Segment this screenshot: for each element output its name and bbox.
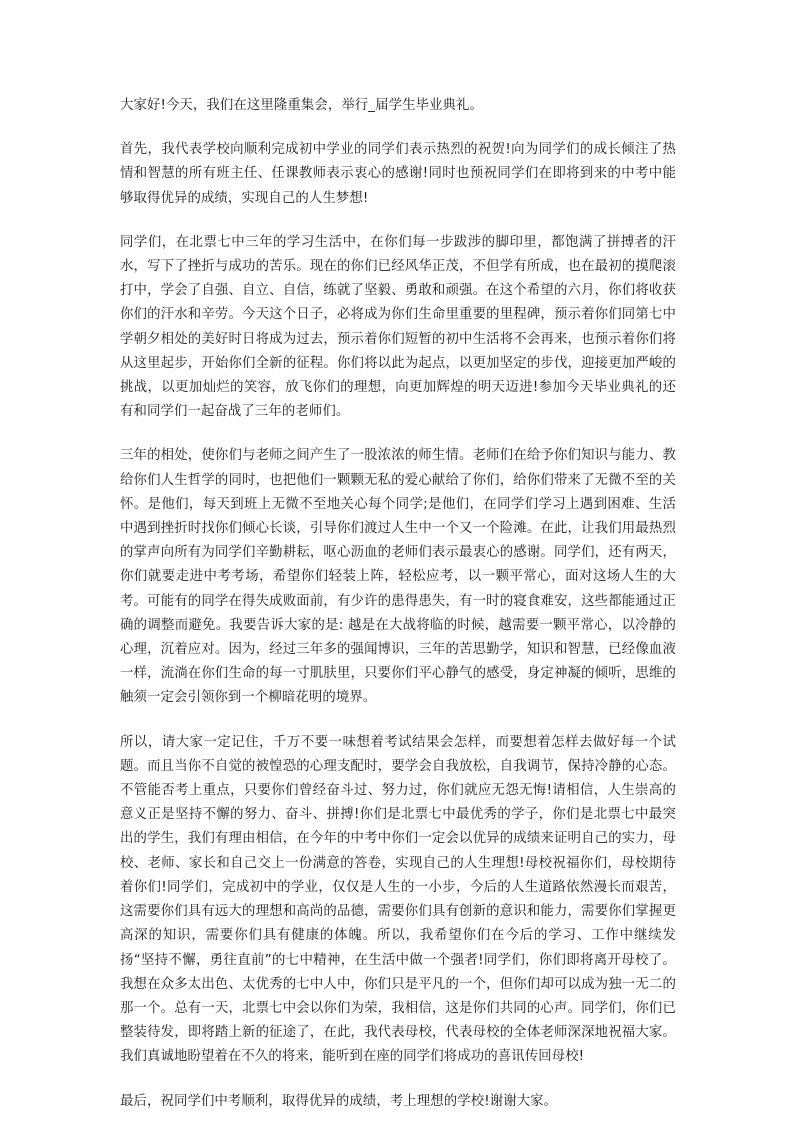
paragraph-closing: 最后，祝同学们中考顺利，取得优异的成绩，考上理想的学校!谢谢大家。 [120, 1093, 558, 1109]
paragraph-advice: 所以，请大家一定记住，千万不要一味想着考试结果会怎样，而要想着怎样去做好每一个试题。而且当你不自觉的被惶恐的心理支配时，要学会自我放松，自我调节，保持冷静的心态。不管能否考上重点，只要你们曾经奋斗过、努力过，你们就应无怨无悔!请相信，人生崇高的意义正是坚持不懈的努力、奋斗、拼搏!你们是北票七中最优秀的学子，你们是北票七中最突出的学生，我们有理由相信，在今年的中考中你们一定会以优异的成绩来证明自己的实力，母校、老师、家长和自己交上一份满意的答卷，实现自己的人生理想!母校祝福你们，母校期待着你们!同学们，完成初中的学业，仅仅是人生的一小步，今后的人生道路依然漫长而艰苦，这需要你们具有远大的理想和高尚的品德，需要你们具有创新的意识和能力，需要你们掌握更高深的知识，需要你们具有健康的体魄。所以，我希望你们在今后的学习、工作中继续发扬“坚持不懈，勇往直前”的七中精神，在生活中做一个强者!同学们，你们即将离开母校了。我想在众多太出色、太优秀的七中人中，你们只是平凡的一个，但你们却可以成为独一无二的那一个。总有一天，北票七中会以你们为荣，我相信，这是你们共同的心声。同学们，你们已整装待发，即将踏上新的征途了，在此，我代表母校，代表母校的全体老师深深地祝福大家。我们真诚地盼望着在不久的将来，能听到在座的同学们将成功的喜讯传回母校! [120, 734, 676, 1065]
paragraph-congratulations: 首先，我代表学校向顺利完成初中学业的同学们表示热烈的祝贺!向为同学们的成长倾注了热情和智慧的所有班主任、任课教师表示衷心的感谢!同时也预祝同学们在即将到来的中考中能够取得优异的成绩，实现自己的人生梦想! [120, 142, 676, 206]
paragraph-greeting: 大家好!今天，我们在这里隆重集会，举行_届学生毕业典礼。 [120, 98, 484, 113]
paragraph-teachers: 三年的相处，使你们与老师之间产生了一股浓浓的师生情。老师们在给予你们知识与能力、教给你们人生哲学的同时，也把他们一颗颗无私的爱心献给了你们，给你们带来了无微不至的关怀。是他们，每天到班上无微不至地关心每个同学;是他们，在同学们学习上遇到困难、生活中遇到挫折时找你们倾心长谈，引导你们渡过人生中一个又一个险滩。在此，让我们用最热烈的掌声向所有为同学们辛勤耕耘，呕心沥血的老师们表示最衷心的感谢。同学们，还有两天，你们就要走进中考考场，希望你们轻装上阵，轻松应考，以一颗平常心，面对这场人生的大考。可能有的同学在得失成败面前，有少许的患得患失，有一时的寝食难安，这些都能通过正确的调整而避免。我要告诉大家的是: 越是在大战将临的时候，越需要一颗平常心，以冷静的心理，沉着应对。因为，经过三年多的强闻博识，三年的苦思勤学，知识和智慧，已经像血液一样，流淌在你们生命的每一寸肌肤里，只要你们平心静气的感受，身定神凝的倾听，思维的触须一定会引领你到一个柳暗花明的境界。 [120, 448, 676, 706]
document-body [120, 94, 676, 1134]
paragraph-three-years: 同学们，在北票七中三年的学习生活中，在你们每一步跋涉的脚印里，都饱满了拼搏者的汗水，写下了挫折与成功的苦乐。现在的你们已经风华正茂，不但学有所成，也在最初的摸爬滚打中，学会了自强、自立、自信，练就了坚毅、勇敢和顽强。在这个希望的六月，你们将收获你们的汗水和辛劳。今天这个日子，必将成为你们生命里重要的里程碑，预示着你们同第七中学朝夕相处的美好时日将成为过去，预示着你们短暂的初中生活将不会再来，也预示着你们将从这里起步，开始你们全新的征程。你们将以此为起点，以更加坚定的步伐，迎接更加严峻的挑战，以更加灿烂的笑容，放飞你们的理想，向更加辉煌的明天迈进!参加今天毕业典礼的还有和同学们一起奋战了三年的老师们。 [120, 234, 676, 420]
